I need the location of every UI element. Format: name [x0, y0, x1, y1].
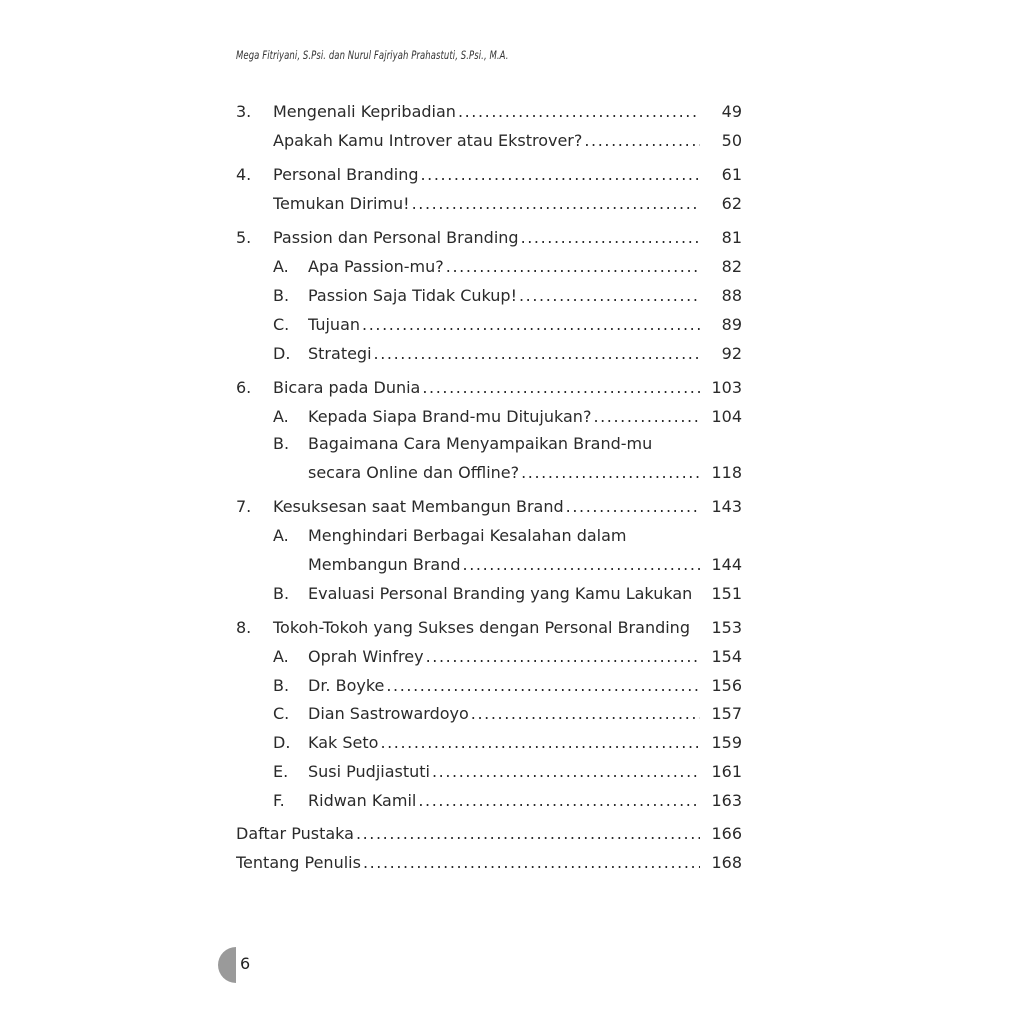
toc-entry-title: Passion dan Personal Branding — [273, 228, 519, 247]
dot-leader — [363, 851, 700, 875]
toc-entry-title: Daftar Pustaka — [236, 824, 354, 843]
dot-leader — [521, 226, 700, 250]
toc-entry-number: 8. — [236, 618, 252, 637]
toc-entry[interactable] — [236, 851, 742, 875]
dot-leader — [426, 645, 700, 669]
dot-leader — [566, 495, 700, 519]
toc-entry-title: Tokoh-Tokoh yang Sukses dengan Personal Branding — [273, 618, 690, 637]
toc-entry[interactable] — [236, 284, 742, 308]
toc-entry[interactable] — [236, 495, 742, 519]
toc-entry-title: Kesuksesan saat Membangun Brand — [273, 497, 564, 516]
dot-leader — [421, 163, 701, 187]
toc-entry[interactable] — [236, 255, 742, 279]
toc-entry-title: Passion Saja Tidak Cukup! — [308, 286, 517, 305]
toc-entry-page: 92 — [721, 344, 742, 363]
toc-entry-page: 151 — [711, 584, 742, 603]
toc-entry-title: Dian Sastrowardoyo — [308, 704, 469, 723]
toc-entry[interactable] — [236, 582, 742, 606]
toc-entry-page: 62 — [721, 194, 742, 213]
toc-entry-number: A. — [273, 407, 289, 426]
toc-entry-title: Kak Seto — [308, 733, 379, 752]
dot-leader — [446, 255, 700, 279]
toc-entry[interactable] — [236, 100, 742, 124]
toc-entry-number: A. — [273, 526, 289, 545]
toc-entry-page: 103 — [711, 378, 742, 397]
toc-entry-title: Evaluasi Personal Branding yang Kamu Lakukan — [308, 584, 693, 603]
toc-entry-page: 118 — [711, 463, 742, 482]
toc-entry-title: Membangun Brand — [308, 555, 461, 574]
toc-entry-page: 61 — [721, 165, 742, 184]
toc-entry[interactable] — [236, 645, 742, 669]
toc-entry[interactable] — [236, 192, 742, 216]
toc-entry-number: A. — [273, 647, 289, 666]
toc-entry[interactable] — [236, 789, 742, 813]
dot-leader — [519, 284, 700, 308]
toc-entry-title: secara Online dan Offline? — [308, 463, 520, 482]
toc-entry[interactable] — [236, 674, 742, 698]
toc-entry[interactable] — [236, 822, 742, 846]
dot-leader — [356, 822, 700, 846]
dot-leader — [362, 313, 700, 337]
dot-leader — [593, 405, 700, 429]
toc-entry-page: 50 — [721, 131, 742, 150]
toc-entry-title: Mengenali Kepribadian — [273, 102, 456, 121]
toc-entry[interactable] — [236, 461, 742, 485]
toc-entry-title: Apakah Kamu Introver atau Ekstrover? — [273, 131, 583, 150]
dot-leader — [386, 674, 700, 698]
toc-entry-number: C. — [273, 315, 290, 334]
toc-entry-title: Kepada Siapa Brand-mu Ditujukan? — [308, 407, 592, 426]
toc-entry[interactable] — [236, 731, 742, 755]
toc-entry-number: B. — [273, 434, 290, 453]
toc-entry[interactable] — [236, 702, 742, 726]
dot-leader — [418, 789, 700, 813]
dot-leader — [584, 129, 700, 153]
toc-entry-page: 89 — [721, 315, 742, 334]
toc-entry-title: Bicara pada Dunia — [273, 378, 421, 397]
toc-entry-page: 144 — [711, 555, 742, 574]
toc-entry-title: Apa Passion-mu? — [308, 257, 444, 276]
toc-entry[interactable] — [236, 432, 742, 456]
running-head: Mega Fitriyani, S.Psi. dan Nurul Fajriyah Prahastuti, S.Psi., M.A. — [236, 48, 509, 62]
toc-entry-title: Temukan Dirimu! — [273, 194, 410, 213]
toc-entry-title: Tujuan — [308, 315, 361, 334]
toc-entry-title: Susi Pudjiastuti — [308, 762, 430, 781]
toc-entry-title: Oprah Winfrey — [308, 647, 424, 666]
toc-entry[interactable] — [236, 760, 742, 784]
toc-entry[interactable] — [236, 129, 742, 153]
dot-leader — [463, 553, 700, 577]
toc-entry-number: B. — [273, 286, 290, 305]
toc-entry-number: 5. — [236, 228, 252, 247]
toc-entry-page: 157 — [711, 704, 742, 723]
toc-entry-page: 168 — [711, 853, 742, 872]
dot-leader — [458, 100, 700, 124]
toc-entry-page: 49 — [721, 102, 742, 121]
toc-entry-page: 153 — [711, 618, 742, 637]
toc-entry-title: Menghindari Berbagai Kesalahan dalam — [308, 526, 627, 545]
toc-entry[interactable] — [236, 163, 742, 187]
toc-entry-page: 154 — [711, 647, 742, 666]
dot-leader — [471, 702, 700, 726]
toc-entry-number: A. — [273, 257, 289, 276]
dot-leader — [422, 376, 700, 400]
toc-entry-page: 166 — [711, 824, 742, 843]
toc-entry-title: Personal Branding — [273, 165, 419, 184]
toc-entry-title: Tentang Penulis — [236, 853, 361, 872]
toc-entry-number: 7. — [236, 497, 252, 516]
toc-entry[interactable] — [236, 376, 742, 400]
toc-entry-page: 163 — [711, 791, 742, 810]
toc-entry[interactable] — [236, 616, 742, 640]
toc-entry-number: B. — [273, 584, 290, 603]
toc-entry-number: F. — [273, 791, 285, 810]
toc-entry-page: 161 — [711, 762, 742, 781]
toc-entry-title: Strategi — [308, 344, 372, 363]
toc-entry-page: 159 — [711, 733, 742, 752]
toc-entry-number: 6. — [236, 378, 252, 397]
toc-entry[interactable] — [236, 342, 742, 366]
page-number: 6 — [240, 954, 251, 973]
toc-entry-page: 82 — [721, 257, 742, 276]
dot-leader — [380, 731, 700, 755]
toc-entry-page: 81 — [721, 228, 742, 247]
toc-entry-number: C. — [273, 704, 290, 723]
toc-entry-page: 104 — [711, 407, 742, 426]
toc-entry[interactable] — [236, 524, 742, 548]
toc-entry-page: 143 — [711, 497, 742, 516]
toc-entry[interactable] — [236, 313, 742, 337]
toc-entry-title: Dr. Boyke — [308, 676, 385, 695]
toc-entry-title: Ridwan Kamil — [308, 791, 417, 810]
toc-entry-number: 4. — [236, 165, 252, 184]
toc-entry[interactable] — [236, 405, 742, 429]
toc-entry-page: 88 — [721, 286, 742, 305]
toc-entry[interactable] — [236, 553, 742, 577]
toc-entry-number: B. — [273, 676, 290, 695]
toc-entry-number: D. — [273, 344, 291, 363]
toc-entry-page: 156 — [711, 676, 742, 695]
toc-entry-number: 3. — [236, 102, 252, 121]
toc-entry[interactable] — [236, 226, 742, 250]
toc-entry-number: E. — [273, 762, 289, 781]
toc-entry-title: Bagaimana Cara Menyampaikan Brand-mu — [308, 434, 653, 453]
dot-leader — [521, 461, 700, 485]
dot-leader — [432, 760, 700, 784]
toc-entry-number: D. — [273, 733, 291, 752]
dot-leader — [374, 342, 700, 366]
dot-leader — [412, 192, 700, 216]
